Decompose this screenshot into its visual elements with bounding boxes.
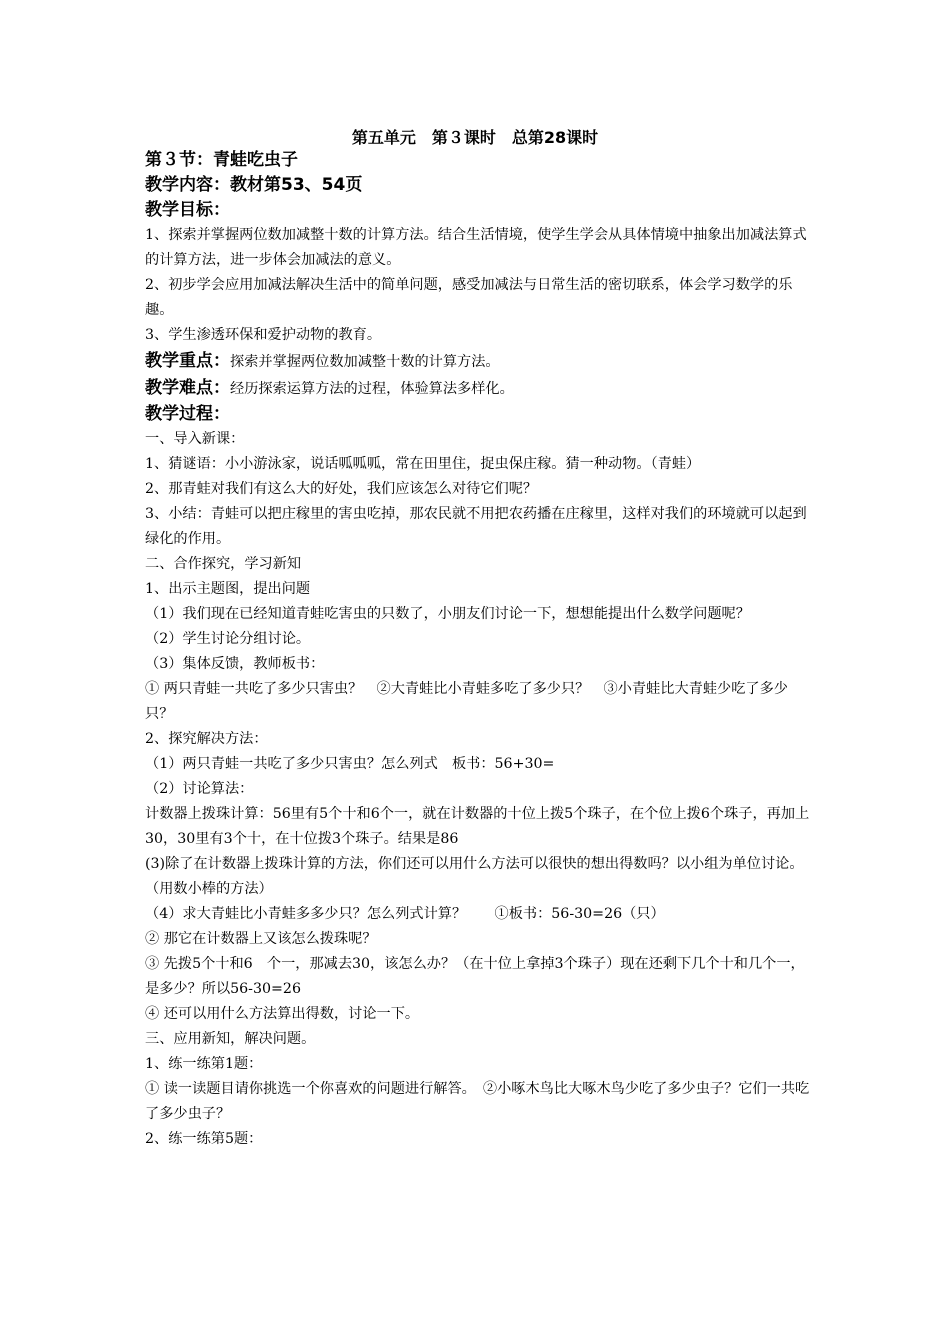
process-line: ② 那它在计数器上又该怎么拨珠呢？ (145, 931, 377, 947)
process-line: ③ 先拨5个十和6 个一，那减去30，该怎么办？（在十位上拿掉3个珠子）现在还剩下几个十和几个一，是多少？所以56-30=26 (145, 956, 805, 997)
page-title: 第五单元 第３课时 总第28课时 (351, 128, 599, 147)
process-heading: 教学过程： (145, 404, 230, 424)
process-line: 1、练一练第1题： (145, 1056, 263, 1072)
objective-item: 3、学生渗透环保和爱护动物的教育。 (145, 327, 382, 343)
process-line: 一、导入新课： (145, 431, 245, 447)
objective-item: 2、初步学会应用加减法解决生活中的简单问题，感受加减法与日常生活的密切联系，体会学习数学的乐趣。 (145, 277, 793, 318)
process-line: （1）两只青蛙一共吃了多少只害虫？怎么列式 板书：56+30= (145, 756, 555, 772)
key-point-label: 教学重点： (145, 351, 230, 371)
process-line: 1、出示主题图，提出问题 (145, 581, 311, 597)
section-heading: 第３节：青蛙吃虫子 (145, 150, 298, 170)
objectives-heading: 教学目标： (145, 200, 230, 220)
process-line: 计数器上拨珠计算：56里有5个十和6个一，就在计数器的十位上拨5个珠子，在个位上拨6个珠子，再加上 30，30里有3个十，在十位拨3个珠子。结果是86 (145, 806, 824, 847)
key-point-value: 探索并掌握两位数加减整十数的计算方法。 (230, 354, 500, 370)
process-line: 2、练一练第5题： (145, 1131, 263, 1147)
process-line: 二、合作探究，学习新知 (145, 556, 302, 572)
process-line: 3、小结：青蛙可以把庄稼里的害虫吃掉，那农民就不用把农药播在庄稼里，这样对我们的环境就可以起到绿化的作用。 (145, 506, 807, 547)
process-line: （3）集体反馈，教师板书： (145, 656, 325, 672)
process-line: ① 两只青蛙一共吃了多少只害虫？ ②大青蛙比小青蛙多吃了多少只？ ③小青蛙比大青蛙少吃了多少只？ (145, 681, 788, 722)
difficulty-label: 教学难点： (145, 378, 230, 398)
process-line: ① 读一读题目请你挑选一个你喜欢的问题进行解答。 ②小啄木鸟比大啄木鸟少吃了多少虫子？它们一共吃了多少虫子？ (145, 1081, 810, 1122)
process-line: 1、猜谜语：小小游泳家，说话呱呱呱，常在田里住，捉虫保庄稼。猜一种动物。（青蛙） (145, 456, 701, 472)
process-line: 2、探究解决方法： (145, 731, 268, 747)
key-point (145, 348, 810, 375)
process-line: （4）求大青蛙比小青蛙多多少只？怎么列式计算？ ①板书：56-30=26（只） (145, 906, 665, 922)
process-line: 2、那青蛙对我们有这么大的好处，我们应该怎么对待它们呢？ (145, 481, 538, 497)
process-line: 三、应用新知，解决问题。 (145, 1031, 316, 1047)
document-body (145, 148, 824, 1152)
difficulty-value: 经历探索运算方法的过程，体验算法多样化。 (230, 381, 514, 397)
process-line: （1）我们现在已经知道青蛙吃害虫的只数了，小朋友们讨论一下，想想能提出什么数学问题呢？ (145, 606, 750, 622)
content-heading: 教学内容：教材第53、54页 (145, 175, 363, 195)
objective-item: 1、探索并掌握两位数加减整十数的计算方法。结合生活情境，使学生学会从具体情境中抽象出加减法算式的计算方法，进一步体会加减法的意义。 (145, 227, 807, 268)
process-line: （2）讨论算法： (145, 781, 254, 797)
difficulty (145, 375, 810, 402)
process-line: ④ 还可以用什么方法算出得数，讨论一下。 (145, 1006, 420, 1022)
process-line: （2）学生讨论分组讨论。 (145, 631, 311, 647)
process-line: (3)除了在计数器上拨珠计算的方法，你们还可以用什么方法可以很快的想出得数吗？以小组为单位讨论。（用数小棒的方法） (145, 856, 804, 897)
